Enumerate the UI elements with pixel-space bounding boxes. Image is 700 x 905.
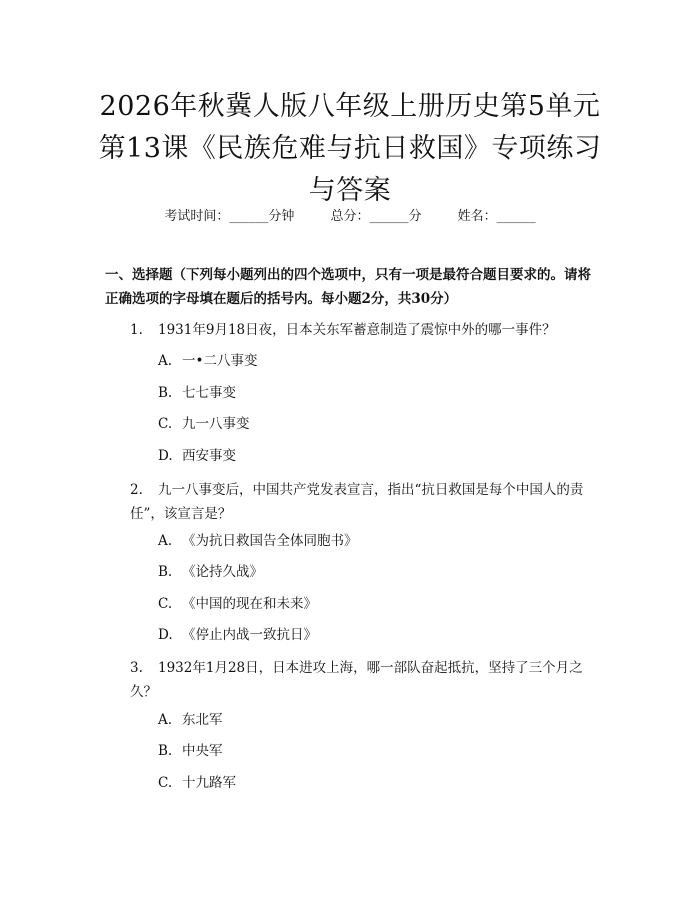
exam-name: 姓名：______: [457, 209, 536, 224]
option-2a: A. 《为抗日救国告全体同胞书》: [158, 533, 358, 549]
option-1d: D. 西安事变: [158, 448, 236, 464]
question-text: 1931年9月18日夜，日本关东军蓄意制造了震惊中外的哪一事件？: [158, 322, 556, 338]
option-1a: A. 一•二八事变: [158, 353, 258, 369]
option-3c: C. 十九路军: [158, 775, 236, 791]
exam-time: 考试时间：______分钟: [164, 209, 295, 224]
option-1c: C. 九一八事变: [158, 416, 250, 432]
question-text: 九一八事变后，中国共产党发表宣言，指出“抗日救国是每个中国人的责任”，该宣言是？: [130, 482, 584, 522]
question-number: 1.: [130, 322, 143, 338]
option-2b: B. 《论持久战》: [158, 564, 263, 580]
option-1b: B. 七七事变: [158, 385, 236, 401]
exam-score: 总分：______分: [330, 209, 422, 224]
question-2: [130, 478, 600, 526]
question-number: 2.: [130, 482, 143, 498]
option-2c: C. 《中国的现在和未来》: [158, 596, 317, 612]
question-text: 1932年1月28日，日本进攻上海，哪一部队奋起抵抗，坚持了三个月之久？: [130, 660, 583, 700]
section-heading: 一、选择题（下列每小题列出的四个选项中，只有一项是最符合题目要求的。请将正确选项的字母填在题后的括号内。每小题2分，共30分）: [105, 267, 591, 307]
option-3b: B. 中央军: [158, 743, 223, 759]
question-1: [130, 318, 600, 342]
question-3: [130, 656, 600, 704]
option-3a: A. 东北军: [158, 712, 223, 728]
option-2d: D. 《停止内战一致抗日》: [158, 627, 317, 643]
exam-meta: [0, 205, 700, 224]
question-number: 3.: [130, 660, 143, 676]
document-title: 2026年秋冀人版八年级上册历史第5单元第13课《民族危难与抗日救国》专项练习与答案: [98, 91, 602, 206]
